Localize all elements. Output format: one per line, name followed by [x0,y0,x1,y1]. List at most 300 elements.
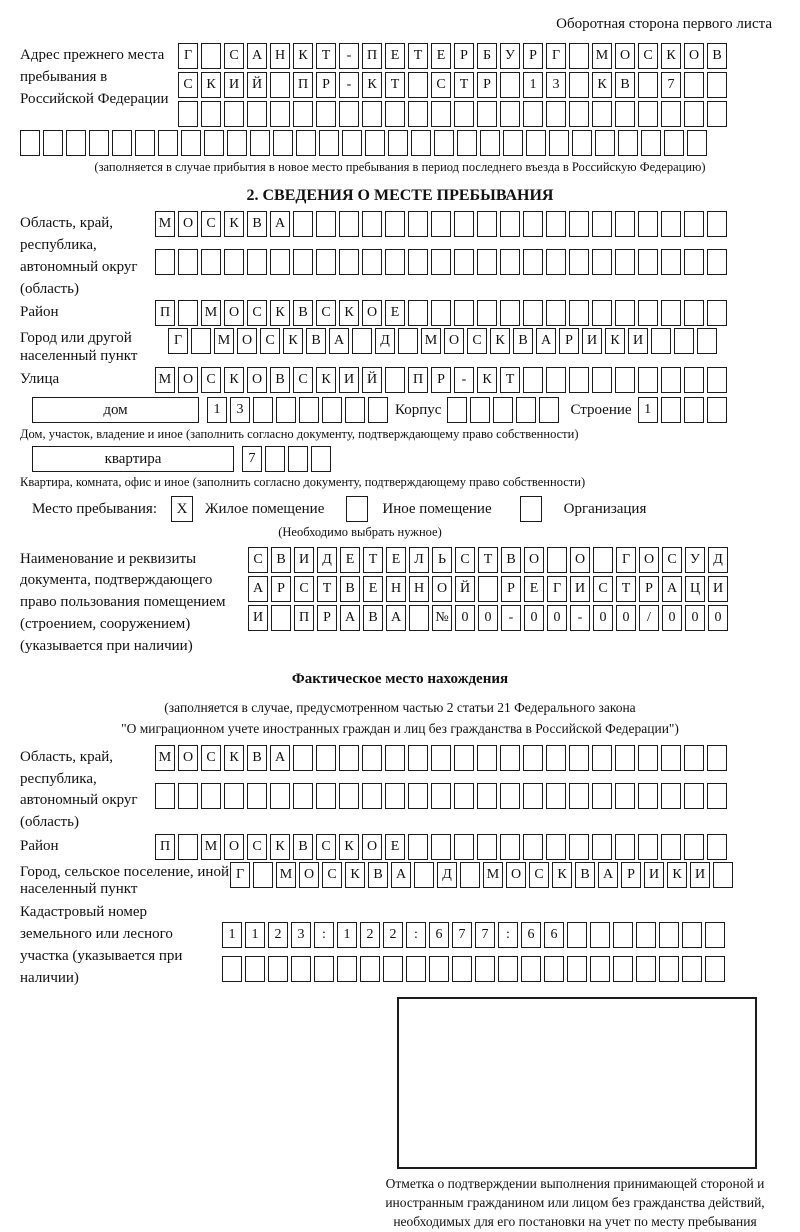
char-cell[interactable]: Н [386,576,406,602]
char-cell[interactable]: Д [375,328,395,354]
char-cell[interactable]: В [293,834,313,860]
char-cell[interactable] [293,249,313,275]
char-cell[interactable] [342,130,362,156]
char-cell[interactable] [434,130,454,156]
char-cell[interactable]: : [498,922,518,948]
char-cell[interactable] [245,956,265,982]
char-cell[interactable]: Р [523,43,543,69]
char-cell[interactable] [707,745,727,771]
char-cell[interactable]: : [314,922,334,948]
char-cell[interactable]: 0 [478,605,498,631]
char-cell[interactable] [569,834,589,860]
char-cell[interactable] [707,72,727,98]
char-cell[interactable] [204,130,224,156]
char-cell[interactable] [592,249,612,275]
char-cell[interactable]: Т [408,43,428,69]
char-cell[interactable] [659,922,679,948]
char-cell[interactable]: 1 [245,922,265,948]
char-cell[interactable] [227,130,247,156]
char-cell[interactable]: О [432,576,452,602]
char-cell[interactable] [664,130,684,156]
char-cell[interactable]: У [685,547,705,573]
char-cell[interactable] [593,547,613,573]
char-cell[interactable]: М [214,328,234,354]
char-cell[interactable]: И [570,576,590,602]
char-cell[interactable] [352,328,372,354]
char-cell[interactable]: Р [477,72,497,98]
checkbox-inoe[interactable] [346,496,368,522]
char-cell[interactable] [569,249,589,275]
char-cell[interactable] [569,72,589,98]
char-cell[interactable] [431,211,451,237]
char-cell[interactable] [569,300,589,326]
char-cell[interactable]: А [270,211,290,237]
char-cell[interactable] [546,367,566,393]
char-cell[interactable] [546,834,566,860]
char-cell[interactable] [316,249,336,275]
char-cell[interactable]: О [178,745,198,771]
char-cell[interactable] [592,745,612,771]
char-cell[interactable] [224,783,244,809]
char-cell[interactable] [661,300,681,326]
char-cell[interactable]: К [270,300,290,326]
char-cell[interactable] [636,922,656,948]
char-cell[interactable] [362,745,382,771]
char-cell[interactable] [429,956,449,982]
char-cell[interactable] [460,862,480,888]
char-cell[interactable]: Е [385,300,405,326]
char-cell[interactable] [276,397,296,423]
char-cell[interactable]: 0 [662,605,682,631]
char-cell[interactable]: С [247,300,267,326]
char-cell[interactable] [546,783,566,809]
char-cell[interactable]: - [570,605,590,631]
char-cell[interactable] [431,745,451,771]
dom-box[interactable]: дом [32,397,199,423]
char-cell[interactable]: А [248,576,268,602]
char-cell[interactable] [636,956,656,982]
char-cell[interactable]: - [501,605,521,631]
char-cell[interactable] [316,211,336,237]
char-cell[interactable]: В [247,745,267,771]
char-cell[interactable]: К [224,211,244,237]
char-cell[interactable]: К [552,862,572,888]
char-cell[interactable] [265,446,285,472]
char-cell[interactable] [684,745,704,771]
char-cell[interactable] [500,101,520,127]
char-cell[interactable] [569,211,589,237]
char-cell[interactable] [288,446,308,472]
char-cell[interactable]: И [628,328,648,354]
char-cell[interactable] [293,101,313,127]
char-cell[interactable] [500,783,520,809]
char-cell[interactable]: В [340,576,360,602]
char-cell[interactable] [523,211,543,237]
char-cell[interactable]: С [529,862,549,888]
char-cell[interactable]: Е [385,834,405,860]
char-cell[interactable]: В [293,300,313,326]
char-cell[interactable]: 0 [685,605,705,631]
char-cell[interactable] [546,211,566,237]
char-cell[interactable]: Р [317,605,337,631]
char-cell[interactable] [250,130,270,156]
char-cell[interactable] [452,956,472,982]
char-cell[interactable]: М [201,834,221,860]
char-cell[interactable] [572,130,592,156]
char-cell[interactable]: В [368,862,388,888]
char-cell[interactable] [362,101,382,127]
char-cell[interactable] [684,300,704,326]
char-cell[interactable]: И [644,862,664,888]
char-cell[interactable] [595,130,615,156]
char-cell[interactable]: В [707,43,727,69]
char-cell[interactable]: С [662,547,682,573]
char-cell[interactable]: М [592,43,612,69]
char-cell[interactable] [112,130,132,156]
char-cell[interactable]: Ц [685,576,705,602]
char-cell[interactable] [638,783,658,809]
char-cell[interactable] [707,783,727,809]
char-cell[interactable] [291,956,311,982]
char-cell[interactable]: М [483,862,503,888]
char-cell[interactable]: А [270,745,290,771]
char-cell[interactable] [523,367,543,393]
char-cell[interactable] [178,300,198,326]
char-cell[interactable]: К [661,43,681,69]
char-cell[interactable]: В [306,328,326,354]
char-cell[interactable]: Й [362,367,382,393]
char-cell[interactable] [615,367,635,393]
char-cell[interactable] [447,397,467,423]
char-cell[interactable] [178,101,198,127]
char-cell[interactable] [411,130,431,156]
char-cell[interactable]: П [362,43,382,69]
char-cell[interactable] [181,130,201,156]
char-cell[interactable] [339,783,359,809]
char-cell[interactable]: Г [547,576,567,602]
char-cell[interactable] [477,745,497,771]
char-cell[interactable] [523,300,543,326]
char-cell[interactable] [178,249,198,275]
char-cell[interactable] [431,101,451,127]
char-cell[interactable] [385,101,405,127]
char-cell[interactable] [707,834,727,860]
char-cell[interactable]: 6 [429,922,449,948]
char-cell[interactable]: О [247,367,267,393]
char-cell[interactable] [523,101,543,127]
char-cell[interactable] [615,834,635,860]
char-cell[interactable] [158,130,178,156]
char-cell[interactable] [590,956,610,982]
char-cell[interactable] [674,328,694,354]
char-cell[interactable]: 0 [524,605,544,631]
char-cell[interactable]: М [155,211,175,237]
char-cell[interactable]: К [490,328,510,354]
char-cell[interactable] [569,367,589,393]
char-cell[interactable]: С [431,72,451,98]
char-cell[interactable] [477,783,497,809]
char-cell[interactable]: К [283,328,303,354]
char-cell[interactable] [457,130,477,156]
char-cell[interactable]: 1 [337,922,357,948]
char-cell[interactable] [592,300,612,326]
char-cell[interactable]: К [224,367,244,393]
char-cell[interactable] [314,956,334,982]
char-cell[interactable] [20,130,40,156]
char-cell[interactable] [385,211,405,237]
char-cell[interactable] [385,367,405,393]
char-cell[interactable]: Н [409,576,429,602]
char-cell[interactable]: К [605,328,625,354]
char-cell[interactable]: Т [316,43,336,69]
char-cell[interactable] [454,783,474,809]
char-cell[interactable] [684,211,704,237]
char-cell[interactable] [270,249,290,275]
char-cell[interactable] [547,547,567,573]
char-cell[interactable] [311,446,331,472]
char-cell[interactable]: И [690,862,710,888]
char-cell[interactable] [398,328,418,354]
char-cell[interactable] [322,397,342,423]
char-cell[interactable]: К [339,834,359,860]
char-cell[interactable] [521,956,541,982]
char-cell[interactable] [178,834,198,860]
char-cell[interactable]: 0 [547,605,567,631]
char-cell[interactable] [682,956,702,982]
char-cell[interactable] [684,101,704,127]
char-cell[interactable]: А [247,43,267,69]
char-cell[interactable] [316,101,336,127]
char-cell[interactable] [477,249,497,275]
char-cell[interactable]: С [294,576,314,602]
char-cell[interactable]: 1 [222,922,242,948]
char-cell[interactable] [408,101,428,127]
char-cell[interactable] [270,101,290,127]
char-cell[interactable] [268,956,288,982]
char-cell[interactable] [697,328,717,354]
char-cell[interactable]: Т [363,547,383,573]
char-cell[interactable] [408,783,428,809]
char-cell[interactable]: - [339,72,359,98]
char-cell[interactable] [592,834,612,860]
char-cell[interactable]: М [421,328,441,354]
char-cell[interactable] [201,783,221,809]
char-cell[interactable]: С [322,862,342,888]
char-cell[interactable]: О [444,328,464,354]
char-cell[interactable] [247,249,267,275]
char-cell[interactable] [618,130,638,156]
char-cell[interactable] [615,101,635,127]
char-cell[interactable] [615,249,635,275]
char-cell[interactable]: К [270,834,290,860]
char-cell[interactable]: Д [437,862,457,888]
char-cell[interactable] [271,605,291,631]
char-cell[interactable]: Г [546,43,566,69]
char-cell[interactable]: 1 [207,397,227,423]
char-cell[interactable] [638,745,658,771]
char-cell[interactable] [707,397,727,423]
char-cell[interactable]: П [408,367,428,393]
char-cell[interactable] [661,211,681,237]
char-cell[interactable]: 2 [383,922,403,948]
char-cell[interactable] [707,249,727,275]
char-cell[interactable] [500,211,520,237]
char-cell[interactable]: К [592,72,612,98]
checkbox-zhiloe[interactable]: X [171,496,193,522]
char-cell[interactable] [222,956,242,982]
char-cell[interactable] [454,834,474,860]
char-cell[interactable] [362,249,382,275]
char-cell[interactable]: О [570,547,590,573]
char-cell[interactable] [705,922,725,948]
char-cell[interactable]: С [260,328,280,354]
char-cell[interactable]: О [615,43,635,69]
char-cell[interactable]: Р [316,72,336,98]
char-cell[interactable] [362,211,382,237]
char-cell[interactable] [544,956,564,982]
char-cell[interactable]: С [316,300,336,326]
char-cell[interactable] [409,605,429,631]
char-cell[interactable] [590,922,610,948]
char-cell[interactable] [201,101,221,127]
char-cell[interactable] [316,783,336,809]
char-cell[interactable]: А [391,862,411,888]
char-cell[interactable] [707,300,727,326]
char-cell[interactable]: С [316,834,336,860]
char-cell[interactable] [638,211,658,237]
char-cell[interactable]: 6 [544,922,564,948]
char-cell[interactable] [503,130,523,156]
char-cell[interactable]: К [477,367,497,393]
char-cell[interactable]: М [155,367,175,393]
char-cell[interactable]: С [178,72,198,98]
char-cell[interactable]: Е [431,43,451,69]
char-cell[interactable]: 3 [291,922,311,948]
char-cell[interactable]: В [615,72,635,98]
char-cell[interactable]: П [293,72,313,98]
char-cell[interactable] [475,956,495,982]
char-cell[interactable]: М [276,862,296,888]
char-cell[interactable] [408,834,428,860]
char-cell[interactable] [43,130,63,156]
char-cell[interactable] [592,101,612,127]
char-cell[interactable] [546,101,566,127]
char-cell[interactable]: К [339,300,359,326]
char-cell[interactable]: № [432,605,452,631]
char-cell[interactable] [546,300,566,326]
char-cell[interactable]: Т [385,72,405,98]
char-cell[interactable] [454,300,474,326]
char-cell[interactable] [385,249,405,275]
char-cell[interactable]: Е [363,576,383,602]
char-cell[interactable] [454,211,474,237]
char-cell[interactable]: - [454,367,474,393]
char-cell[interactable]: С [593,576,613,602]
char-cell[interactable] [477,834,497,860]
char-cell[interactable] [89,130,109,156]
char-cell[interactable] [546,745,566,771]
char-cell[interactable] [293,211,313,237]
char-cell[interactable]: С [224,43,244,69]
char-cell[interactable]: 2 [360,922,380,948]
char-cell[interactable] [480,130,500,156]
char-cell[interactable]: Т [616,576,636,602]
char-cell[interactable] [661,101,681,127]
char-cell[interactable]: Т [500,367,520,393]
char-cell[interactable] [661,745,681,771]
char-cell[interactable]: О [362,834,382,860]
char-cell[interactable] [247,101,267,127]
char-cell[interactable]: 0 [616,605,636,631]
char-cell[interactable]: 6 [521,922,541,948]
char-cell[interactable] [191,328,211,354]
char-cell[interactable] [661,783,681,809]
char-cell[interactable] [470,397,490,423]
char-cell[interactable] [477,211,497,237]
char-cell[interactable] [454,249,474,275]
char-cell[interactable] [638,72,658,98]
char-cell[interactable]: А [662,576,682,602]
char-cell[interactable]: Д [317,547,337,573]
char-cell[interactable] [682,922,702,948]
char-cell[interactable] [224,249,244,275]
char-cell[interactable]: Н [270,43,290,69]
char-cell[interactable]: Р [454,43,474,69]
char-cell[interactable]: С [293,367,313,393]
char-cell[interactable] [684,367,704,393]
char-cell[interactable] [661,367,681,393]
kvartira-box[interactable]: квартира [32,446,234,472]
char-cell[interactable] [319,130,339,156]
char-cell[interactable]: П [155,300,175,326]
char-cell[interactable] [365,130,385,156]
char-cell[interactable]: : [406,922,426,948]
char-cell[interactable] [247,783,267,809]
char-cell[interactable]: В [247,211,267,237]
char-cell[interactable]: 1 [523,72,543,98]
char-cell[interactable]: - [339,43,359,69]
char-cell[interactable]: К [316,367,336,393]
char-cell[interactable] [478,576,498,602]
char-cell[interactable]: В [271,547,291,573]
char-cell[interactable] [549,130,569,156]
char-cell[interactable]: 7 [475,922,495,948]
char-cell[interactable]: 0 [708,605,728,631]
char-cell[interactable]: О [524,547,544,573]
char-cell[interactable] [383,956,403,982]
char-cell[interactable] [684,834,704,860]
char-cell[interactable] [273,130,293,156]
char-cell[interactable] [523,834,543,860]
char-cell[interactable]: 3 [230,397,250,423]
char-cell[interactable] [408,249,428,275]
char-cell[interactable] [539,397,559,423]
checkbox-org[interactable] [520,496,542,522]
char-cell[interactable] [613,922,633,948]
char-cell[interactable]: И [248,605,268,631]
char-cell[interactable] [408,211,428,237]
char-cell[interactable]: С [455,547,475,573]
char-cell[interactable]: Й [247,72,267,98]
char-cell[interactable]: О [178,367,198,393]
char-cell[interactable] [477,300,497,326]
char-cell[interactable] [569,745,589,771]
char-cell[interactable]: 2 [268,922,288,948]
char-cell[interactable]: Й [455,576,475,602]
char-cell[interactable] [523,783,543,809]
char-cell[interactable] [638,300,658,326]
char-cell[interactable] [592,783,612,809]
